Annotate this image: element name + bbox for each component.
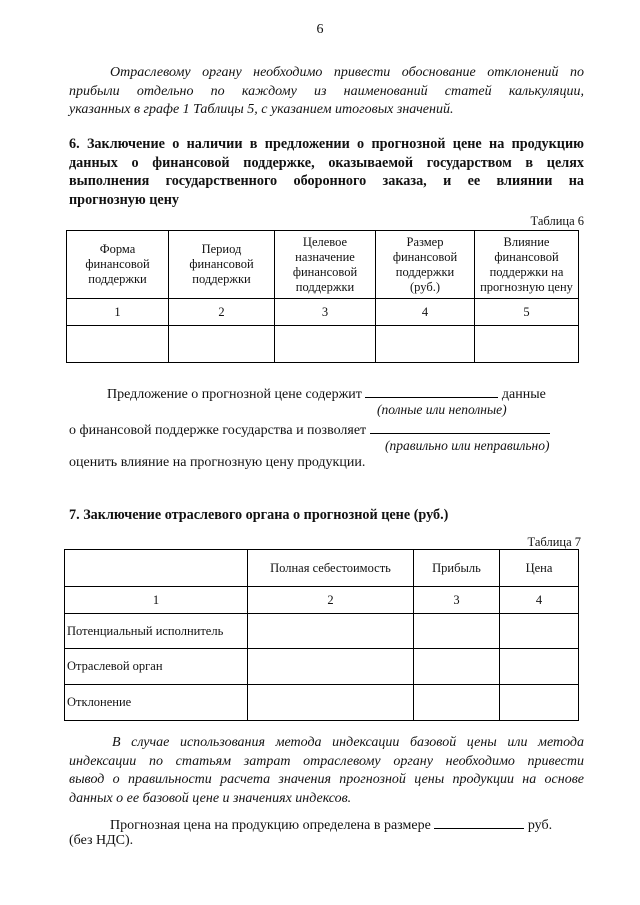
intro-paragraph xyxy=(69,64,584,120)
support-text-4: оценить влияние на прогнозную цену продукции. xyxy=(69,455,366,470)
paragraph-line: вывод о правильности расчета значения прогнозной цены продукции на основе xyxy=(69,772,584,787)
value-cell[interactable] xyxy=(500,614,579,649)
table-row xyxy=(65,649,579,685)
table7-number-cell: 1 xyxy=(65,587,248,614)
final-text-1: Прогнозная цена на продукцию определена в размере xyxy=(110,818,431,833)
correctness-blank[interactable] xyxy=(370,420,550,434)
value-cell[interactable] xyxy=(248,685,414,721)
value-cell[interactable] xyxy=(414,649,500,685)
support-text-3: о финансовой поддержке государства и позволяет xyxy=(69,423,367,438)
table6-number-row xyxy=(67,299,579,326)
table6-header-row xyxy=(67,231,579,299)
table6-empty-cell[interactable] xyxy=(169,326,275,363)
support-line-2 xyxy=(69,420,550,439)
table6-empty-cell[interactable] xyxy=(376,326,475,363)
intro-line: прибыли отдельно по каждому из наименований статей калькуляции, xyxy=(69,83,584,99)
final-price-line xyxy=(110,815,552,834)
heading-line: прогнозную цену xyxy=(69,191,179,208)
heading-line: выполнения государственного оборонного заказа, и ее влиянии на xyxy=(69,173,584,189)
support-text-1: Предложение о прогнозной цене содержит xyxy=(107,387,362,402)
table7-header-row xyxy=(65,550,579,587)
row-label-agency: Отраслевой орган xyxy=(65,649,248,685)
table6-header-cell: Влияние финансовой поддержки на прогнозную цену xyxy=(475,231,579,299)
paragraph-line: индексации по статьям затрат отраслевому органу необходимо привести xyxy=(69,753,584,769)
table6-empty-cell[interactable] xyxy=(475,326,579,363)
table7-number-cell: 4 xyxy=(500,587,579,614)
table6-empty-row xyxy=(67,326,579,363)
price-blank[interactable] xyxy=(434,815,524,829)
heading-line: 6. Заключение о наличии в предложении о прогнозной цене на продукцию xyxy=(69,136,584,152)
value-cell[interactable] xyxy=(500,685,579,721)
table7 xyxy=(64,549,579,721)
paragraph-line: В случае использования метода индексации базовой цены или метода xyxy=(112,735,584,750)
table7-caption: Таблица 7 xyxy=(527,535,581,549)
table6-number-cell: 1 xyxy=(67,299,169,326)
indexation-paragraph xyxy=(69,734,584,808)
final-text-3: (без НДС). xyxy=(69,833,134,848)
table6-number-cell: 2 xyxy=(169,299,275,326)
table6-header-cell: Форма финансовой поддержки xyxy=(67,231,169,299)
final-text-2: руб. xyxy=(527,818,553,833)
hint-correct: (правильно или неправильно) xyxy=(385,438,550,453)
table6-header-cell: Период финансовой поддержки xyxy=(169,231,275,299)
table7-number-row xyxy=(65,587,579,614)
value-cell[interactable] xyxy=(248,649,414,685)
value-cell[interactable] xyxy=(414,614,500,649)
table6-empty-cell[interactable] xyxy=(275,326,376,363)
row-label-deviation: Отклонение xyxy=(65,685,248,721)
support-line-1 xyxy=(107,384,546,403)
table6-empty-cell[interactable] xyxy=(67,326,169,363)
table7-header-cell xyxy=(65,550,248,587)
value-cell[interactable] xyxy=(414,685,500,721)
row-label-executor: Потенциальный исполнитель xyxy=(65,614,248,649)
table-row xyxy=(65,685,579,721)
table6-header-cell: Целевое назначение финансовой поддержки xyxy=(275,231,376,299)
hint-complete: (полные или неполные) xyxy=(377,402,507,417)
table7-number-cell: 3 xyxy=(414,587,500,614)
section6-heading xyxy=(69,135,584,209)
table-row xyxy=(65,614,579,649)
table6-caption: Таблица 6 xyxy=(530,214,584,228)
support-text-2: данные xyxy=(501,387,546,402)
table7-header-cell: Прибыль xyxy=(414,550,500,587)
table6-number-cell: 4 xyxy=(376,299,475,326)
heading-line: данных о финансовой поддержке, оказываемой государством в целях xyxy=(69,154,584,171)
table7-header-cell: Цена xyxy=(500,550,579,587)
table6 xyxy=(66,230,579,363)
value-cell[interactable] xyxy=(500,649,579,685)
table6-number-cell: 5 xyxy=(475,299,579,326)
intro-line: Отраслевому органу необходимо привести обоснование отклонений по xyxy=(110,65,584,80)
section7-heading: 7. Заключение отраслевого органа о прогнозной цене (руб.) xyxy=(69,507,449,523)
completeness-blank[interactable] xyxy=(365,384,498,398)
intro-line: указанных в графе 1 Таблицы 5, с указанием итоговых значений. xyxy=(69,102,454,117)
table7-number-cell: 2 xyxy=(248,587,414,614)
table6-header-cell: Размер финансовой поддержки (руб.) xyxy=(376,231,475,299)
paragraph-line: данных о ее базовой цене и значениях индексов. xyxy=(69,790,352,806)
page-number: 6 xyxy=(316,22,324,37)
value-cell[interactable] xyxy=(248,614,414,649)
table6-number-cell: 3 xyxy=(275,299,376,326)
table7-header-cell: Полная себестоимость xyxy=(248,550,414,587)
